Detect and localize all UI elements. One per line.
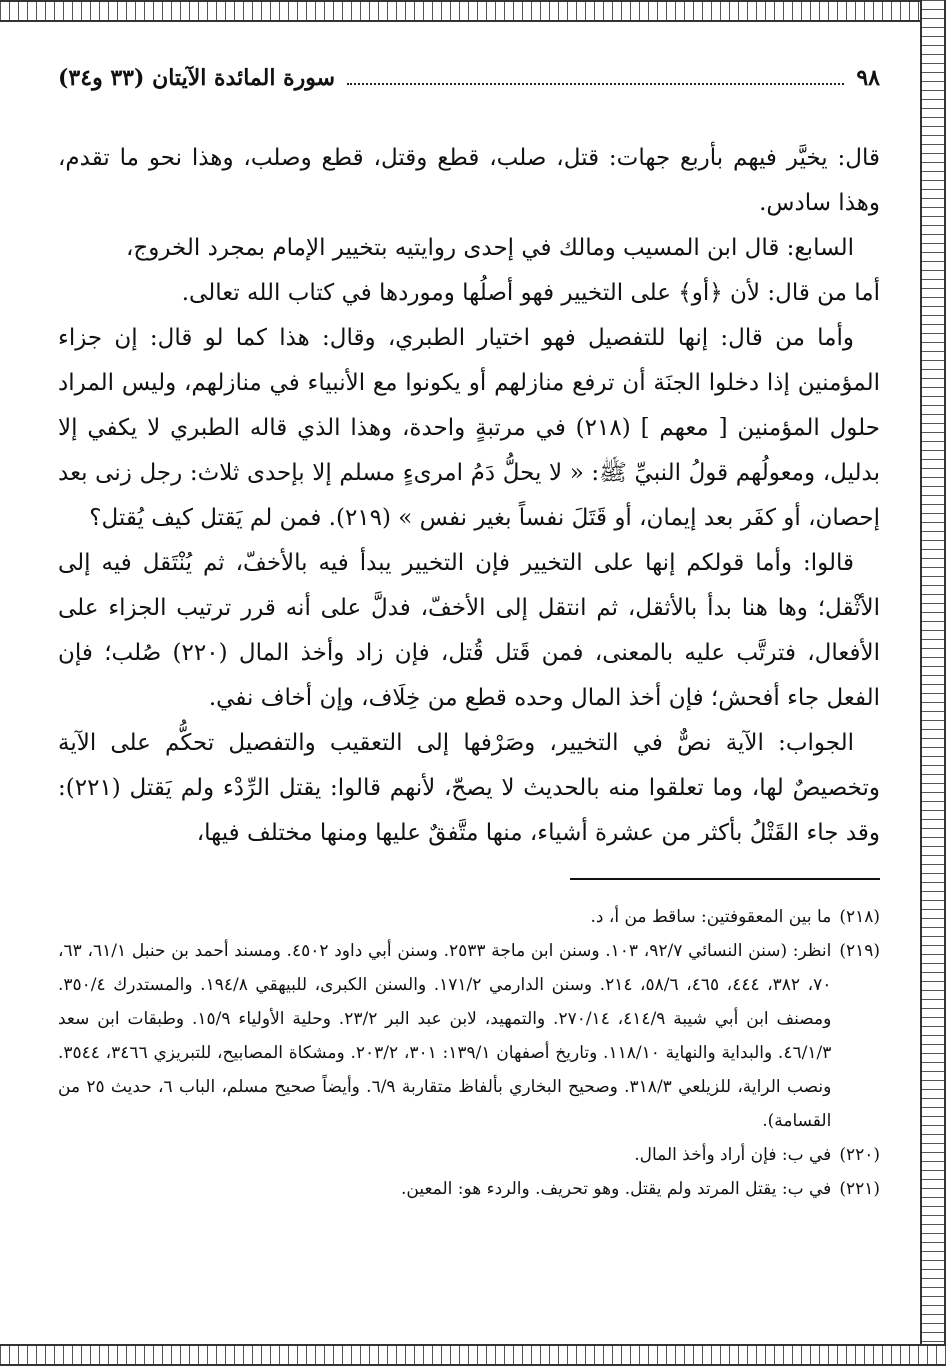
footnote <box>58 1138 880 1172</box>
footnote-text: في ب: فإن أراد وأخذ المال. <box>634 1145 832 1165</box>
footnote <box>58 934 880 1138</box>
paragraph: الجواب: الآية نصٌّ في التخيير، وصَرْفها إلى التعقيب والتفصيل تحكُّم على الآية وتخصيصٌ لها، وما تعلقوا منه بالحديث لا يصحّ، لأنهم قالوا: يقتل الرِّدْء ولم يَقتل (٢٢١): وقد جاء القَتْلُ بأكثر من عشرة أشياء، منها متَّفقٌ عليها ومنها مختلف فيها، <box>58 730 880 846</box>
footnote-separator <box>570 878 880 880</box>
main-text <box>58 136 880 856</box>
footnote-number: (٢١٨) <box>839 907 880 927</box>
paragraph: وأما من قال: إنها للتفصيل فهو اختيار الطبري، وقال: هذا كما لو قال: إن جزاء المؤمنين إذا دخلوا الجنَة أن ترفع منازلهم أو يكونوا مع الأنبياء في منازلهم، وليس المراد حلول المؤمنين [ معهم ] (٢١٨) في مرتبةٍ واحدة، وهذا الذي قاله الطبري لا يكفي إلا بدليل، ومعولُهم قولُ النبيِّ ﷺ: « لا يحلُّ دَمُ امرىءٍ مسلم إلا بإحدى ثلاث: رجل زنى بعد إحصان، أو كفَر بعد إيمان، أو قَتَلَ نفساً بغير نفس » (٢١٩). فمن لم يَقتل كيف يُقتل؟ <box>58 325 881 531</box>
header-dot-leader <box>347 61 844 85</box>
paragraph: السابع: قال ابن المسيب ومالك في إحدى روايتيه بتخيير الإمام بمجرد الخروج، <box>125 235 854 261</box>
footnote-text: ما بين المعقوفتين: ساقط من أ، د. <box>590 907 832 927</box>
footnote-text: انظر: (سنن النسائي ٩٢/٧، ١٠٣. وسنن ابن ماجة ٢٥٣٣. وسنن أبي داود ٤٥٠٢. ومسند أحمد بن حنبل ٦١/١، ٦٣، ٧٠، ٣٨٢، ٤٤٤، ٤٦٥، ٥٨/٦، ٢١٤. وسنن الدارمي ١٧١/٢. والسنن الكبرى، للبيهقي ١٩٤/٨. والمستدرك ٣٥٠/٤. ومصنف ابن أبي شيبة ٤١٤/٩، ٢٧٠/١٤. والتمهيد، لابن عبد البر ٢٣/٢. وحلية الأولياء ١٥/٩. وطبقات ابن سعد ٤٦/١/٣. والبداية والنهاية ١١٨/١٠. وتاريخ أصفهان ١٣٩/١: ٣٠١، ٢٠٣/٢. ومشكاة المصابيح، للتبريزي ٣٤٦٦، ٣٥٤٤. ونصب الراية، للزيلعي ٣١٨/٣. وصحيح البخاري بألفاظ متقاربة ٦/٩. وأيضاً صحيح مسلم، الباب ٦، حديث ٢٥ من القسامة). <box>58 941 832 1131</box>
page-number: ٩٨ <box>856 65 880 91</box>
paragraph: قالوا: وأما قولكم إنها على التخيير فإن التخيير يبدأ فيه بالأخفّ، ثم يُنْتَقل فيه إلى الأثْقل؛ وها هنا بدأ بالأثقل، ثم انتقل إلى الأخفّ، فدلَّ على أنه قرر ترتيب الجزاء على الأفعال، فترتَّب عليه بالمعنى، فمن قَتل قُتل، فإن زاد وأخذ المال (٢٢٠) صُلب؛ فإن الفعل جاء أفحش؛ فإن أخذ المال وحده قطع من خِلَاف، وإن أخاف نفي. <box>58 550 881 711</box>
paragraph: أما من قال: لأن ﴿أو﴾ على التخيير فهو أصلُها وموردها في كتاب الله تعالى. <box>181 280 880 306</box>
footnote-number: (٢٢١) <box>839 1179 880 1199</box>
book-page <box>58 60 880 1206</box>
page-border-right <box>920 0 946 1366</box>
running-title: سورة المائدة الآيتان (٣٣ و٣٤) <box>58 65 336 91</box>
running-header <box>58 60 880 96</box>
footnote-number: (٢١٩) <box>839 941 880 961</box>
footnote-text: في ب: يقتل المرتد ولم يقتل. وهو تحريف. والردء هو: المعين. <box>400 1179 832 1199</box>
footnote <box>58 900 880 934</box>
page-border-bottom <box>0 1344 946 1366</box>
footnotes <box>58 900 880 1206</box>
paragraph: قال: يخيَّر فيهم بأربع جهات: قتل، صلب، قطع وقتل، قطع وصلب، وهذا نحو ما تقدم، وهذا سادس. <box>58 145 880 216</box>
footnote <box>58 1172 880 1206</box>
footnote-number: (٢٢٠) <box>839 1145 880 1165</box>
page-border-top <box>0 0 946 22</box>
